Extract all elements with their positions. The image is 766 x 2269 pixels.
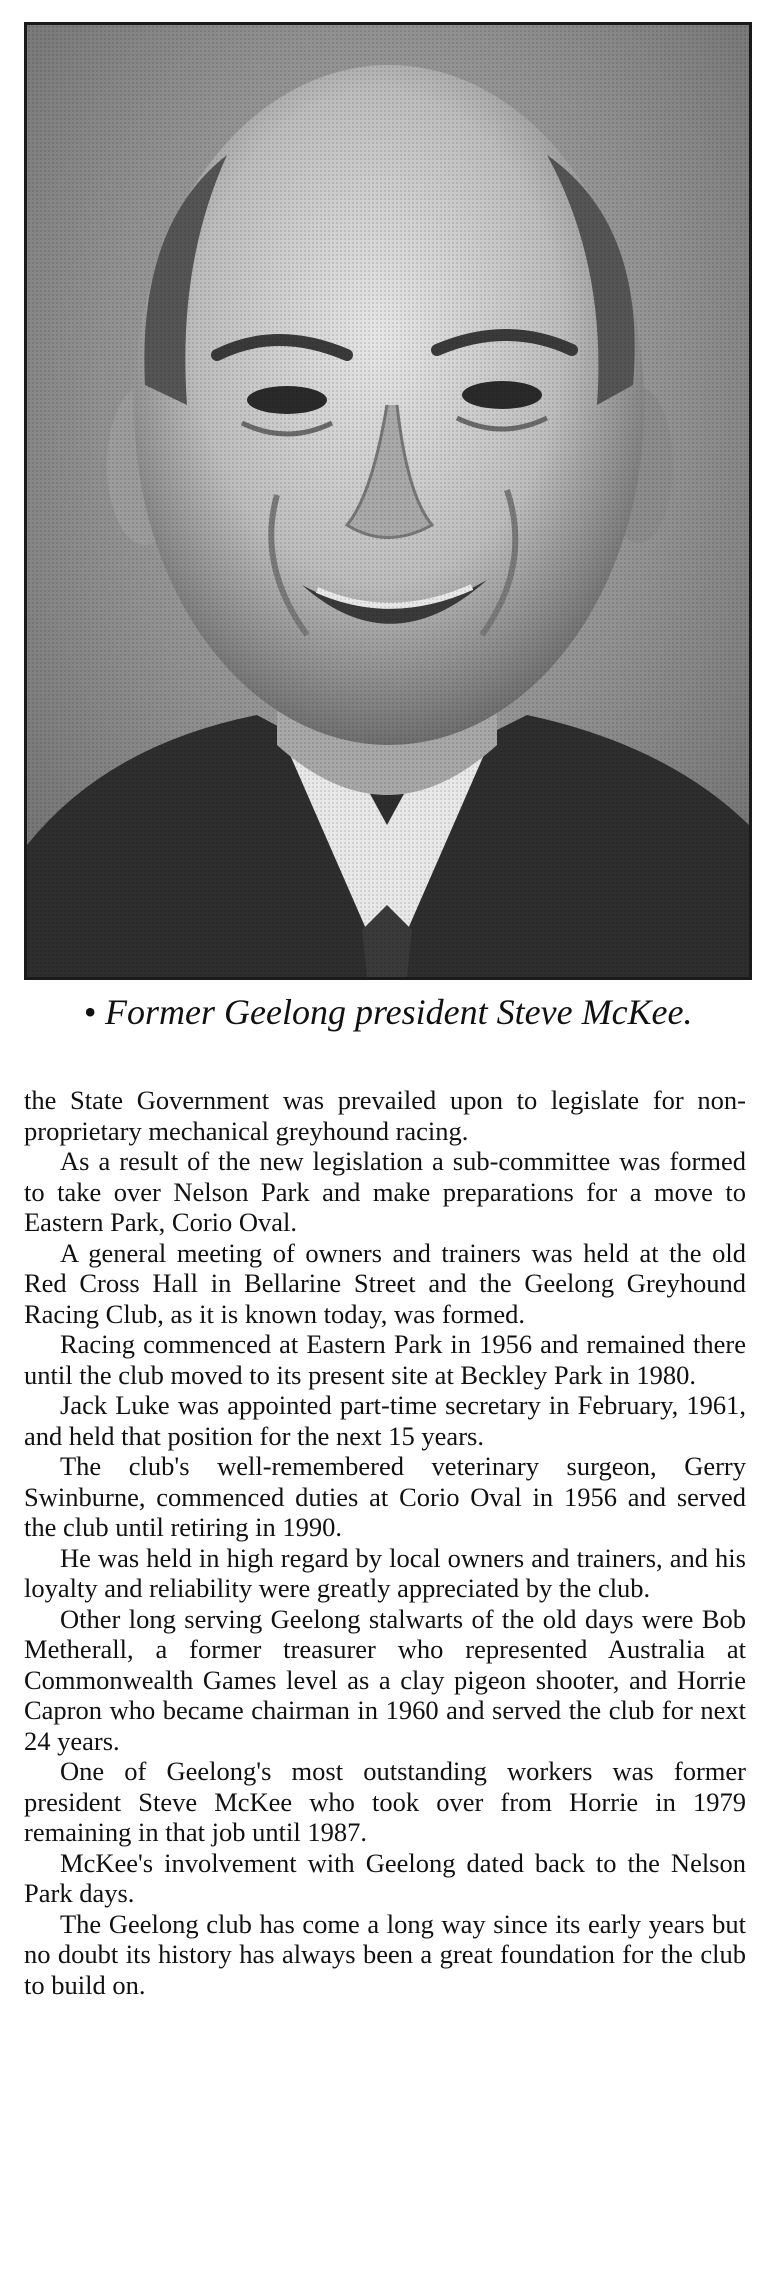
- article-paragraph: He was held in high regard by local owners and trainers, and his loyalty and reliability were greatly appreciated by the club.: [24, 1542, 746, 1603]
- portrait-photo-icon: [27, 25, 749, 977]
- portrait-photo: [24, 22, 752, 980]
- article-paragraph: The club's well-remembered veterinary surgeon, Gerry Swinburne, commenced duties at Corio Oval in 1956 and served the club until retiring in 1990.: [24, 1451, 746, 1542]
- article-paragraph: Jack Luke was appointed part-time secretary in February, 1961, and held that position for the next 15 years.: [24, 1390, 746, 1451]
- article-paragraph: the State Government was prevailed upon to legislate for non-proprietary mechanical greyhound racing.: [24, 1085, 746, 1146]
- photo-caption: • Former Geelong president Steve McKee.: [83, 992, 693, 1032]
- article-paragraph: As a result of the new legislation a sub-committee was formed to take over Nelson Park and make preparations for a move to Eastern Park, Corio Oval.: [24, 1146, 746, 1237]
- article-paragraph: A general meeting of owners and trainers was held at the old Red Cross Hall in Bellarine Street and the Geelong Greyhound Racing Club, as it is known today, was formed.: [24, 1237, 746, 1329]
- article-paragraph: The Geelong club has come a long way since its early years but no doubt its history has always been a great foundation for the club to build on.: [24, 1908, 746, 2000]
- article-paragraph: McKee's involvement with Geelong dated back to the Nelson Park days.: [24, 1847, 746, 1908]
- article-paragraph: Other long serving Geelong stalwarts of the old days were Bob Metherall, a former treasurer who represented Australia at Commonwealth Games level as a clay pigeon shooter, and Horrie Capron who became chairman in 1960 and served the club for next 24 years.: [24, 1603, 746, 1756]
- article-body: [24, 1085, 746, 2000]
- article-paragraph: Racing commenced at Eastern Park in 1956 and remained there until the club moved to its present site at Beckley Park in 1980.: [24, 1329, 746, 1390]
- article-paragraph: One of Geelong's most outstanding workers was former president Steve McKee who took over from Horrie in 1979 remaining in that job until 1987.: [24, 1756, 746, 1847]
